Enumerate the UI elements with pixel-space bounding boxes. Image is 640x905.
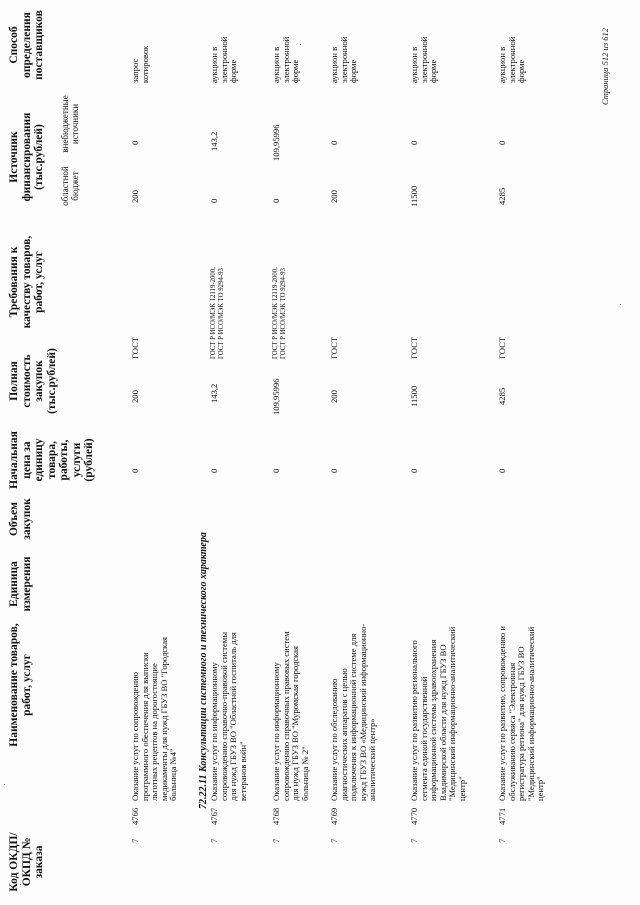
header-requirements: Требования к качеству товаров, работ, услуг [8, 235, 45, 329]
row-extra: 0 [409, 140, 419, 145]
row-name: Оказание услуг по обследованию диагностических аппаратов с целью подключения к информационной системе для нужд ГБУЗ ВО «Медицинский информационно-аналитический центр» [329, 623, 378, 801]
header-code: Код ОКДП/ ОКПД № заказа [8, 832, 45, 892]
row-extra: 143,2 [209, 131, 219, 151]
row-requirements: ГОСТ [329, 336, 339, 359]
row-requirements: ГОСТ [497, 336, 507, 359]
row-total: 200 [130, 390, 140, 403]
row-order: 4770 [409, 807, 419, 825]
row-regional: 200 [329, 190, 339, 203]
row-regional: 200 [130, 190, 140, 203]
row-requirements: ГОСТ [409, 336, 419, 359]
section-title: 72.22.11 Консультации системного и технического характера [198, 532, 209, 809]
row-price: 0 [497, 468, 507, 473]
page-number: Страница 512 из 612 [600, 28, 610, 105]
row-order: 4766 [130, 807, 140, 825]
row-order: 4771 [497, 807, 507, 825]
scan-speck [20, 884, 21, 885]
row-name: Оказание услуг по сопровождению программного обеспечения для выписки льготных рецептов на дорогостоящие медикаменты для нужд ГБУЗ ВО "Городская больница №4" [130, 637, 179, 801]
row-regional: 11500 [409, 185, 419, 207]
header-source-regional: областной бюджет [60, 166, 80, 206]
row-price: 0 [130, 468, 140, 473]
row-total: 4285 [497, 387, 507, 405]
scan-speck [300, 44, 301, 45]
row-price: 0 [209, 468, 219, 473]
header-volume: Объем закупок [8, 498, 33, 540]
row-method: аукцион в электронной форме [209, 36, 239, 83]
header-price: Начальная цена за единицу товара, работы, услуги (рублей) [8, 431, 95, 489]
row-method: аукцион в электронной форме [271, 36, 301, 83]
row-extra: 109,95996 [271, 124, 281, 161]
row-regional: 4285 [497, 187, 507, 205]
row-total: 200 [329, 390, 339, 403]
header-source-extra: внебюджетные источники [60, 95, 80, 153]
row-total: 143,2 [209, 383, 219, 403]
row-order: 4768 [271, 807, 281, 825]
row-price: 0 [409, 468, 419, 473]
scan-speck [4, 784, 5, 785]
row-regional: 0 [209, 198, 219, 203]
header-method: Способ определения поставщиков [8, 10, 45, 80]
row-name: Оказание услуг по развитию регионального сегмента единой государственной информационной системы здравоохранения Владимирской области для нужд ГБУЗ ВО "Медицинский информационно-аналитический центр" [409, 626, 467, 801]
row-order: 4767 [209, 807, 219, 825]
row-code: 7 [271, 838, 281, 843]
row-price: 0 [271, 468, 281, 473]
row-order: 4769 [329, 807, 339, 825]
row-code: 7 [329, 838, 339, 843]
row-name: Оказание услуг по информационному сопровождению справочно-правовой системы для нужд ГБУЗ ВО "Областной госпиталь для ветеранов войн" [209, 631, 248, 801]
row-price: 0 [329, 468, 339, 473]
row-extra: 0 [497, 140, 507, 145]
header-unit: Единица измерения [8, 556, 33, 612]
row-extra: 0 [329, 140, 339, 145]
header-total: Полная стоимость закупок (тыс.рублей) [8, 348, 58, 414]
row-requirements: ГОСТ Р ИСО/МЭК 12119-2000, ГОСТ Р ИСО/МЭК ТО 9294-93 [272, 267, 287, 359]
row-code: 7 [209, 838, 219, 843]
row-method: запрос котировок [130, 45, 150, 83]
header-name: Наименование товаров, работ, услуг [8, 623, 33, 747]
row-total: 109,95996 [271, 378, 281, 415]
header-source: Источник финансирования (тыс.рублей) [8, 112, 45, 202]
row-total: 11500 [409, 385, 419, 407]
row-regional: 0 [271, 198, 281, 203]
row-code: 7 [409, 838, 419, 843]
row-requirements: ГОСТ Р ИСО/МЭК 12119-2000, ГОСТ Р ИСО/МЭК ТО 9294-93 [210, 267, 225, 359]
row-name: Оказание услуг по развитию, сопровождению и обслуживанию сервиса "Электронная регистратура региона" для нужд ГБУЗ ВО "Медицинский информационно-аналитический центр" [497, 626, 546, 801]
row-code: 7 [130, 838, 140, 843]
scan-speck [620, 304, 621, 305]
row-extra: 0 [130, 140, 140, 145]
row-requirements: ГОСТ [130, 336, 140, 359]
row-method: аукцион в электронной форме [409, 36, 439, 83]
row-method: аукцион в электронной форме [497, 36, 527, 83]
row-code: 7 [497, 838, 507, 843]
row-name: Оказание услуг по информационному сопровождению справочных правовых систем для нужд ГБУЗ ВО "Муромская городская больница № 2" [271, 631, 310, 801]
row-method: аукцион в электронной форме [329, 36, 359, 83]
